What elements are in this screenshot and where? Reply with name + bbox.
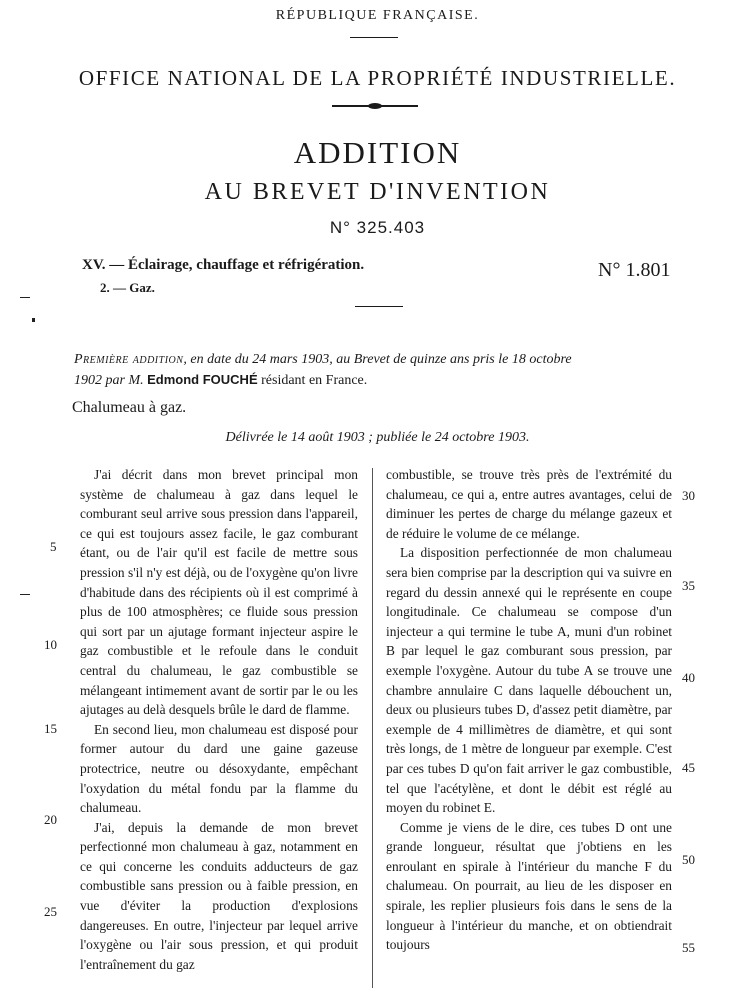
- ornamental-rule: [332, 105, 418, 107]
- paragraph: La disposition perfectionnée de mon chalumeau sera bien comprise par la description qui va suivre en regard du dessin annexé qui le représente en coupe longitudinale. Ce chalumeau se compose d'un injecteur a qui termine le tube A, muni d'un robinet B par lequel le gaz comburant sous pression, par exemple l'oxygène. Autour du tube A se trouve une chambre annulaire C dans laquelle débouchent un, deux ou plusieurs tubes D, d'assez petit diamètre, par exemple de 4 millimètres de diamètre, et qui sont très longs, de 1 mètre de longueur par exemple. C'est par ces tubes D qu'on fait arriver le gaz combustible, tel que l'acétylène, et dont le débit est réglé au moyen du robinet E.: [386, 545, 672, 816]
- line-number: 35: [682, 578, 695, 593]
- line-number: 25: [44, 904, 57, 919]
- line-number: 55: [682, 940, 695, 955]
- delivery-date: Délivrée le 14 août 1903 ; publiée le 24 octobre 1903.: [225, 430, 530, 445]
- scan-speck: [20, 297, 30, 298]
- inventor-name: Edmond FOUCHÉ: [147, 372, 258, 387]
- right-column: [386, 465, 672, 955]
- column-divider: [372, 468, 373, 988]
- classification-sub: 2. — Gaz.: [100, 280, 155, 295]
- line-number: 15: [44, 721, 57, 736]
- scan-speck: [20, 594, 30, 595]
- left-column: [80, 465, 358, 974]
- document-subtitle: AU BREVET D'INVENTION: [204, 179, 551, 205]
- invention-title: Chalumeau à gaz.: [72, 399, 187, 416]
- line-number: 45: [682, 760, 695, 775]
- residence-text: résidant en France.: [261, 373, 368, 388]
- paragraph: combustible, se trouve très près de l'extrémité du chalumeau, ce qui a, entre autres avantages, celui de diminuer les pertes de charge du mélange gazeux et de réduire le volume de ce mélange.: [386, 467, 672, 541]
- document-type: ADDITION: [293, 135, 462, 170]
- addition-date-text: , en date du 24 mars 1903, au Brevet de quinze ans pris le 18 octobre: [183, 352, 572, 367]
- addition-number: N° 1.801: [598, 259, 671, 281]
- line-number: 40: [682, 670, 695, 685]
- paragraph: En second lieu, mon chalumeau est disposé pour former autour du dard une gaine gazeuse protectrice, neutre ou désoxydante, empêchant l'oxydation du métal fondu par la flamme du chalumeau.: [80, 721, 358, 816]
- scan-speck: [32, 318, 35, 322]
- line-number: 5: [50, 539, 57, 554]
- republic-heading: RÉPUBLIQUE FRANÇAISE.: [275, 8, 480, 23]
- patent-number: N° 325.403: [329, 218, 426, 237]
- paragraph: J'ai, depuis la demande de mon brevet perfectionné mon chalumeau à gaz, notamment en ce qui concerne les conduits adducteurs de gaz combustible sans pression ou à faible pression, en vue d'éviter la production d'explosions dangereuses. En outre, l'injecteur par lequel arrive l'oxygène ou l'air sous pression, et qui produit l'entraînement du gaz: [80, 819, 358, 972]
- addition-year-text: 1902 par M.: [74, 373, 144, 388]
- addition-header: [74, 350, 674, 391]
- addition-label: Première addition: [74, 352, 184, 367]
- line-number: 50: [682, 852, 695, 867]
- classification-main: XV. — Éclairage, chauffage et réfrigération.: [82, 257, 365, 273]
- line-number: 30: [682, 488, 695, 503]
- office-heading: OFFICE NATIONAL DE LA PROPRIÉTÉ INDUSTRIELLE.: [78, 66, 677, 90]
- line-number: 10: [44, 637, 57, 652]
- line-number: 20: [44, 812, 57, 827]
- paragraph: Comme je viens de le dire, ces tubes D ont une grande longueur, résultat que j'obtiens en les enroulant en spirale à l'intérieur du manche F du chalumeau. On pourrait, au lieu de les disposer en spirale, les replier plusieurs fois dans le sens de la longueur à l'intérieur du manche, et on obtiendrait toujours: [386, 819, 672, 953]
- ornamental-rule: [355, 306, 403, 307]
- paragraph: J'ai décrit dans mon brevet principal mon système de chalumeau à gaz dans lequel le comburant seul arrive sous pression dans l'appareil, ce qui est toujours assez facile, le gaz comburant étant, ou de l'air qu'il est facile de mettre sous pression s'il n'y est déjà, ou de l'oxygène qu'on livre d'habitude dans des récipients où il est comprimé à plus de 100 atmosphères; ce fluide sous pression qui sort par un ajutage formant injecteur aspire le gaz combustible et le refoule dans le conduit central du chalumeau, le gaz combustible se mélangeant intimement avant de sortir par le ou les ajutages au delà desquels brûle le dard de flamme.: [80, 467, 358, 718]
- ornamental-rule: [350, 37, 398, 38]
